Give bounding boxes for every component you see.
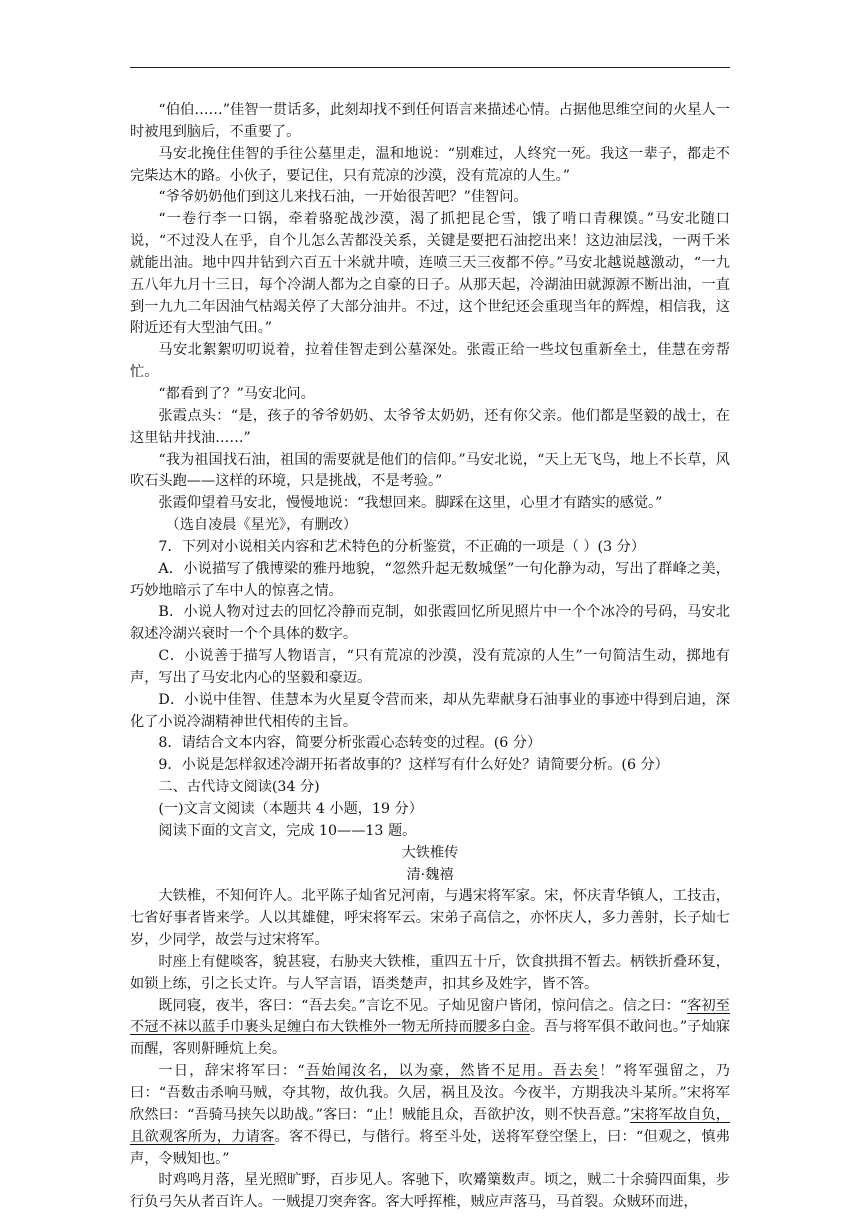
paragraph: [130, 733, 730, 755]
paragraph: [130, 996, 730, 1062]
paragraph: [130, 340, 730, 384]
document-body: [130, 100, 730, 1214]
paragraph-text: 7．下列对小说相关内容和艺术特色的分析鉴赏，不正确的一项是（ ）(3 分）: [158, 538, 646, 555]
paragraph-text: 既同寝，夜半，客曰：“吾去矣。”言讫不见。子灿见窗户皆闭，惊问信之。信之曰：“: [158, 997, 688, 1014]
paragraph: [130, 515, 730, 537]
paragraph-text: 时鸡鸣月落，星光照旷野，百步见人。客驰下，吹觱篥数声。顷之，贼二十余骑四面集，步行负弓矢从者百许人。一贼提刀突奔客。客大呼挥椎，贼应声落马，马首裂。众贼环而进，: [130, 1172, 730, 1211]
paragraph-text: 8．请结合文本内容，简要分析张霞心态转变的过程。(6 分）: [158, 735, 542, 752]
paragraph-text: A．小说描写了俄博梁的雅丹地貌，“忽然升起无数城堡”一句化静为动，写出了群峰之美，巧妙地暗示了车中人的惊喜之情。: [130, 560, 730, 599]
paragraph: [130, 799, 730, 821]
paragraph-text: “一卷行李一口锅，牵着骆驼战沙漠，渴了抓把昆仑雪，饿了啃口青稞馍。”马安北随口说，“不过没人在乎，自个儿怎么苦都没关系，关键是要把石油挖出来！这边油层浅，一两千米就能出油。地中四井钻到六百五十米就井喷，连喷三天三夜都不停。”马安北越说越激动，“一九五八年九月十三日，每个冷湖人都为之自豪的日子。从那天起，冷湖油田就源源不断出油，一直到一九九二年因油气枯竭关停了大部分油井。不过，这个世纪还会重现当年的辉煌，相信我，这附近还有大型油气田。”: [130, 211, 730, 337]
paragraph: [130, 187, 730, 209]
paragraph: [130, 952, 730, 996]
paragraph-text: （选自凌晨《星光》，有删改）: [165, 517, 358, 534]
paragraph-text: “爷爷奶奶他们到这儿来找石油，一开始很苦吧？”佳智问。: [158, 189, 528, 206]
paragraph: [130, 406, 730, 450]
paragraph-text: 。客不得已，与偕行。将至斗处，送将军登空堡上，曰：“但观之，慎弗声，令贼知也。”: [130, 1128, 730, 1167]
paragraph: [130, 690, 730, 734]
underlined-sentence: 吾始闻汝名，以为豪，然皆不足用。吾去矣: [304, 1063, 600, 1080]
paragraph-text: ！”将军强留之，乃曰：“吾数击杀响马贼，夺其物，故仇我。久居，祸且及汝。今夜半，方期我决斗某所。”宋将军欣然曰：“吾骑马挟矢以助战。”客曰：“止！贼能且众，吾欲护汝，则不快吾意。”: [130, 1063, 730, 1123]
paragraph: [130, 537, 730, 559]
paragraph-text: B．小说人物对过去的回忆冷静而克制，如张霞回忆所见照片中一个个冰冷的号码，马安北叙述冷湖兴衰时一个个具体的数字。: [130, 604, 730, 643]
paragraph-text: 马安北絮絮叨叨说着，拉着佳智走到公墓深处。张霞正给一些坟包重新垒土，佳慧在旁帮忙。: [130, 342, 730, 381]
paragraph-text: 二、古代诗文阅读(34 分): [158, 779, 320, 796]
paragraph-text: 清·魏禧: [406, 866, 454, 883]
paragraph: [130, 755, 730, 777]
paragraph-text: 大铁椎，不知何许人。北平陈子灿省兄河南，与遇宋将军家。宋，怀庆青华镇人，工技击，七省好事者皆来学。人以其雄健，呼宋将军云。宋弟子高信之，亦怀庆人，多力善射，长子灿七岁，少同学，故尝与过宋将军。: [130, 888, 730, 949]
paragraph: [130, 602, 730, 646]
underlined-sentence: 客初至不冠不袜以蓝手巾裹头足缠白布大铁椎外一物无所持而腰多白金: [130, 997, 730, 1036]
paragraph-text: 张霞仰望着马安北，慢慢地说：“我想回来。脚踩在这里，心里才有踏实的感觉。”: [158, 495, 663, 512]
paragraph: [130, 450, 730, 494]
paragraph: [130, 1170, 730, 1214]
paragraph-text: 张霞点头：“是，孩子的爷爷奶奶、太爷爷太奶奶，还有你父亲。他们都是坚毅的战士，在这里钻井找油……”: [130, 407, 730, 446]
paragraph-text: 大铁椎传: [401, 844, 459, 861]
paragraph: [130, 886, 730, 952]
paragraph-text: 。吾与将军俱不敢问也。”子灿寐而醒，客则鼾睡炕上矣。: [130, 1019, 730, 1058]
paragraph: [130, 821, 730, 843]
paragraph-text: C．小说善于描写人物语言，“只有荒凉的沙漠，没有荒凉的人生”一句简洁生动，掷地有声，写出了马安北内心的坚毅和豪迈。: [130, 648, 730, 686]
paragraph: [130, 777, 730, 799]
paragraph: [130, 100, 730, 144]
paragraph-text: D．小说中佳智、佳慧本为火星夏令营而来，却从先辈献身石油事业的事迹中得到启迪，深化了小说冷湖精神世代相传的主旨。: [130, 691, 730, 730]
paragraph-text: “都看到了？”马安北问。: [158, 385, 315, 402]
paragraph: [130, 493, 730, 515]
paragraph: [130, 646, 730, 690]
paragraph-text: 时座上有健啖客，貌甚寝，右胁夹大铁椎，重四五十斤，饮食拱揖不暂去。柄铁折叠环复，如锁上练，引之长丈许。与人罕言语，语类楚声，扣其乡及姓字，皆不答。: [130, 953, 730, 992]
paragraph: [130, 144, 730, 188]
paragraph-text: 9．小说是怎样叙述冷湖开拓者故事的？这样写有什么好处？请简要分析。(6 分）: [158, 757, 669, 774]
paragraph-text: “伯伯……”佳智一贯话多，此刻却找不到任何语言来描述心情。占据他思维空间的火星人一时被甩到脑后，不重要了。: [130, 102, 730, 140]
paragraph: [130, 843, 730, 865]
paragraph-text: 马安北挽住佳智的手往公墓里走，温和地说：“别难过，人终究一死。我这一辈子，都走不完柴达木的路。小伙子，要记住，只有荒凉的沙漠，没有荒凉的人生。”: [130, 145, 730, 184]
paragraph-text: 阅读下面的文言文，完成 10——13 题。: [158, 822, 417, 839]
paragraph-text: (一)文言文阅读（本题共 4 小题，19 分）: [158, 801, 423, 817]
paragraph: [130, 865, 730, 887]
underlined-sentence: 宋将军故自负，且欲观客所为，力请客: [130, 1106, 730, 1145]
paragraph: [130, 559, 730, 603]
paragraph: [130, 1061, 730, 1170]
paragraph: [130, 384, 730, 406]
paragraph-text: “我为祖国找石油，祖国的需要就是他们的信仰。”马安北说，“天上无飞鸟，地上不长草，风吹石头跑——这样的环境，只是挑战，不是考验。”: [130, 451, 730, 490]
paragraph-text: 一日，辞宋将军曰：“: [158, 1063, 305, 1080]
header-rule: [130, 67, 730, 68]
paragraph: [130, 209, 730, 340]
